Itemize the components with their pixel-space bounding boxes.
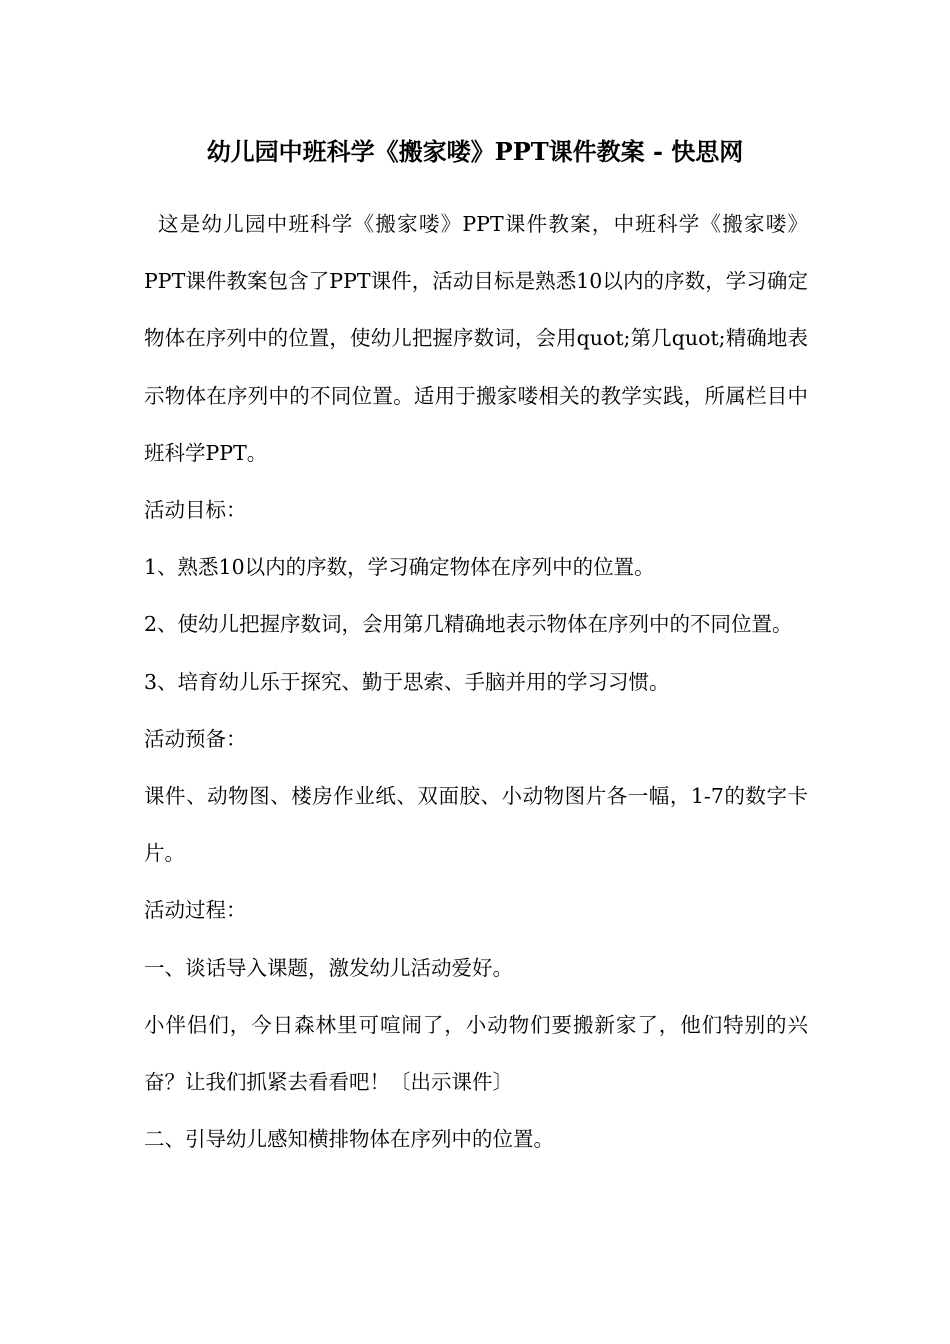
section-heading-goals: 活动目标： (144, 498, 247, 523)
preparation-paragraph: 课件、动物图、楼房作业纸、双面胶、小动物图片各一幅，1-7的数字卡片。 (144, 784, 808, 866)
process-step-2: 二、引导幼儿感知横排物体在序列中的位置。 (144, 1127, 554, 1152)
intro-paragraph: 这是幼儿园中班科学《搬家喽》PPT课件教案，中班科学《搬家喽》PPT课件教案包含了PPT课件，活动目标是熟悉10以内的序数，学习确定物体在序列中的位置，使幼儿把握序数词，会用quot;第几quot;精确地表示物体在序列中的不同位置。适用于搬家喽相关的教学实践，所属栏目中班科学PPT。 (144, 212, 808, 465)
section-heading-preparation: 活动预备： (144, 726, 247, 751)
goal-item-1: 1、熟悉10以内的序数，学习确定物体在序列中的位置。 (144, 555, 655, 580)
document-body (144, 196, 808, 1168)
goal-item-2: 2、使幼儿把握序数词，会用第几精确地表示物体在序列中的不同位置。 (144, 612, 793, 637)
section-heading-process: 活动过程： (144, 898, 247, 923)
process-step-1: 一、谈话导入课题，激发幼儿活动爱好。 (144, 955, 513, 980)
process-step-1-text: 小伴侣们，今日森林里可喧闹了，小动物们要搬新家了，他们特别的兴奋？让我们抓紧去看看吧！〔出示课件〕 (144, 1012, 808, 1095)
document-title: 幼儿园中班科学《搬家喽》PPT课件教案 - 快思网 (206, 137, 744, 166)
goal-item-3: 3、培育幼儿乐于探究、勤于思索、手脑并用的学习习惯。 (144, 669, 670, 694)
